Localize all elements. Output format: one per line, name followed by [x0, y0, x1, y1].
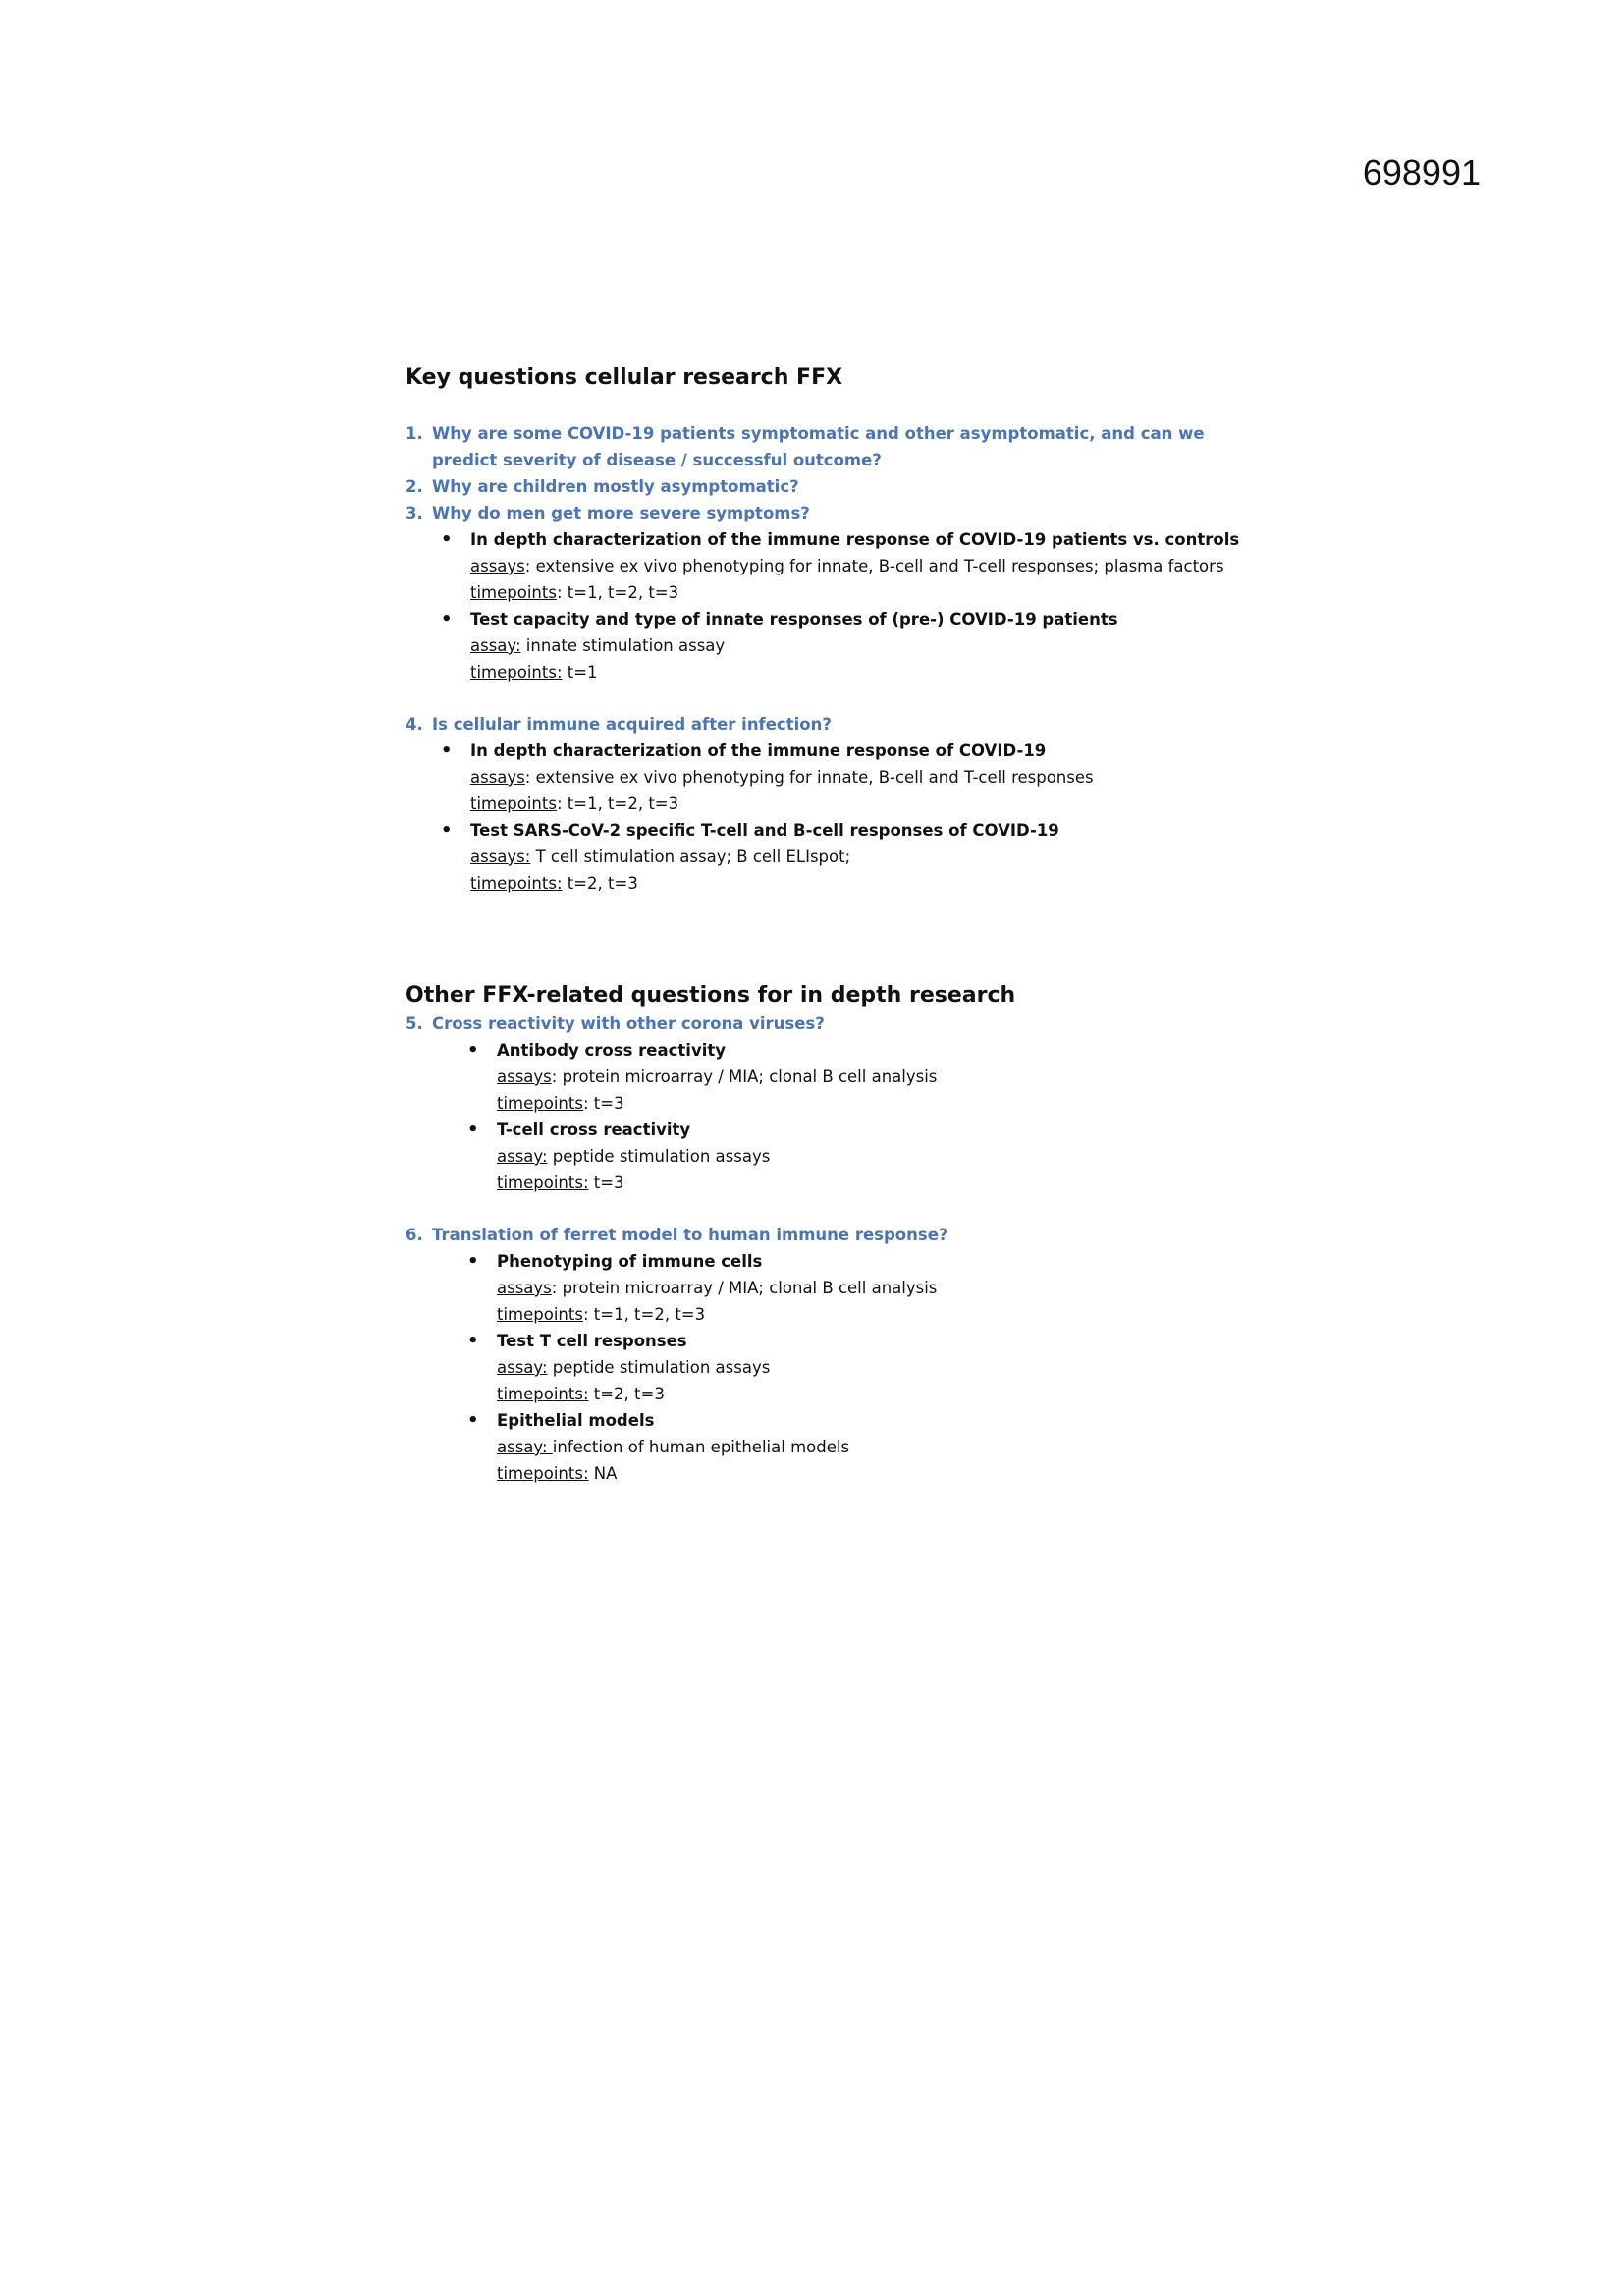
- bullet-item: • In depth characterization of the immune response of COVID-19 patients vs. controls assays: extensive ex vivo phenotyping for innate, B-cell and T-cell responses; plasma factors timepoints: t=1, t=2, t=3: [470, 526, 1387, 606]
- bullet-item: • Phenotyping of immune cells assays: protein microarray / MIA; clonal B cell analysis timepoints: t=1, t=2, t=3: [497, 1248, 1387, 1328]
- bullet-icon: •: [441, 820, 453, 841]
- question-2: 2. Why are children mostly asymptomatic?: [406, 477, 799, 496]
- bullet-item: • Test SARS-CoV-2 specific T-cell and B-cell responses of COVID-19 assays: T cell stimulation assay; B cell ELIspot; timepoints: t=2, t=3: [470, 817, 1387, 897]
- bullet-item: • In depth characterization of the immune response of COVID-19 assays: extensive ex vivo phenotyping for innate, B-cell and T-cell responses timepoints: t=1, t=2, t=3: [470, 738, 1387, 817]
- bullet-icon: •: [441, 740, 453, 761]
- bullet-icon: •: [467, 1410, 479, 1431]
- bullet-item: • Epithelial models assay: infection of human epithelial models timepoints: NA: [497, 1407, 1387, 1487]
- question-5: 5. Cross reactivity with other corona viruses?: [406, 1014, 825, 1033]
- document-id: 698991: [1362, 152, 1481, 192]
- bullet-icon: •: [441, 529, 453, 550]
- section-heading-key-questions: Key questions cellular research FFX: [406, 365, 843, 390]
- question-3: 3. Why do men get more severe symptoms?: [406, 504, 810, 522]
- bullet-item: • Antibody cross reactivity assays: protein microarray / MIA; clonal B cell analysis timepoints: t=3: [497, 1037, 1387, 1117]
- bullet-item: • Test capacity and type of innate responses of (pre-) COVID-19 patients assay: innate stimulation assay timepoints: t=1: [470, 606, 1387, 685]
- document-body: [406, 363, 1387, 1487]
- bullet-icon: •: [467, 1251, 479, 1272]
- section-heading-other-questions: Other FFX-related questions for in depth research: [406, 983, 1016, 1008]
- question-6: 6. Translation of ferret model to human immune response?: [406, 1226, 948, 1244]
- question-1: 1. Why are some COVID-19 patients symptomatic and other asymptomatic, and can we predict severity of disease / successful outcome?: [406, 424, 1205, 469]
- bullet-item: • T-cell cross reactivity assay: peptide stimulation assays timepoints: t=3: [497, 1117, 1387, 1196]
- bullet-icon: •: [467, 1120, 479, 1140]
- bullet-icon: •: [467, 1040, 479, 1061]
- bullet-item: • Test T cell responses assay: peptide stimulation assays timepoints: t=2, t=3: [497, 1328, 1387, 1407]
- bullet-icon: •: [441, 609, 453, 629]
- bullet-icon: •: [467, 1331, 479, 1351]
- question-4: 4. Is cellular immune acquired after infection?: [406, 715, 832, 734]
